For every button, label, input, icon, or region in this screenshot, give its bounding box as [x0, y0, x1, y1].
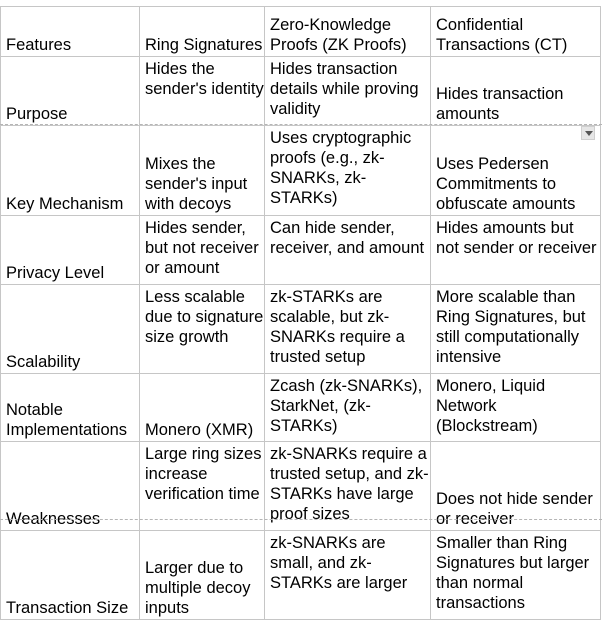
header-row [1, 7, 601, 57]
table-cell[interactable]: Mixes the sender's input with decoys [140, 126, 265, 216]
table-cell[interactable]: Hides transaction details while proving validity [265, 57, 431, 126]
table-cell-selected[interactable]: Uses Pedersen Commitments to obfuscate amounts [431, 126, 601, 216]
table-cell[interactable]: Does not hide sender or receiver [431, 442, 601, 531]
table-cell[interactable]: Uses cryptographic proofs (e.g., zk-SNARKs, zk-STARKs) [265, 126, 431, 216]
table-row [1, 442, 601, 531]
table-cell[interactable]: More scalable than Ring Signatures, but still computationally intensive [431, 285, 601, 374]
table-row [1, 126, 601, 216]
table-cell[interactable]: Monero (XMR) [140, 374, 265, 442]
table-row [1, 216, 601, 285]
table-row [1, 374, 601, 442]
table-cell[interactable]: Hides amounts but not sender or receiver [431, 216, 601, 285]
table-cell[interactable]: Large ring sizes increase verification time [140, 442, 265, 531]
table-cell[interactable]: Smaller than Ring Signatures but larger than normal transactions [431, 531, 601, 620]
header-cell-features[interactable]: Features [1, 7, 140, 57]
table-cell[interactable]: zk-STARKs are scalable, but zk-SNARKs require a trusted setup [265, 285, 431, 374]
row-label-privacy-level[interactable]: Privacy Level [1, 216, 140, 285]
cell-dropdown-arrow-icon[interactable] [581, 126, 595, 140]
table-cell[interactable]: zk-SNARKs are small, and zk-STARKs are larger [265, 531, 431, 620]
row-label-purpose[interactable]: Purpose [1, 57, 140, 126]
row-label-scalability[interactable]: Scalability [1, 285, 140, 374]
table-cell[interactable]: Monero, Liquid Network (Blockstream) [431, 374, 601, 442]
table-cell[interactable]: Zcash (zk-SNARKs), StarkNet, (zk-STARKs) [265, 374, 431, 442]
table-row [1, 285, 601, 374]
page-break-divider [0, 124, 602, 125]
table-cell[interactable]: Hides sender, but not receiver or amount [140, 216, 265, 285]
table-row [1, 531, 601, 620]
row-label-notable-implementations[interactable]: Notable Implementations [1, 374, 140, 442]
comparison-table [0, 6, 601, 620]
table-cell[interactable]: Hides transaction amounts [431, 57, 601, 126]
row-label-transaction-size[interactable]: Transaction Size [1, 531, 140, 620]
header-cell-zk-proofs[interactable]: Zero-Knowledge Proofs (ZK Proofs) [265, 7, 431, 57]
table-cell[interactable]: Hides the sender's identity [140, 57, 265, 126]
table-cell[interactable]: Less scalable due to signature size growth [140, 285, 265, 374]
table-row [1, 57, 601, 126]
header-cell-confidential-transactions[interactable]: Confidential Transactions (CT) [431, 7, 601, 57]
table-cell[interactable]: Larger due to multiple decoy inputs [140, 531, 265, 620]
row-label-weaknesses[interactable]: Weaknesses [1, 442, 140, 531]
row-label-key-mechanism[interactable]: Key Mechanism [1, 126, 140, 216]
page-break-divider [0, 519, 602, 520]
table-cell[interactable]: zk-SNARKs require a trusted setup, and zk-STARKs have large proof sizes [265, 442, 431, 531]
table-cell[interactable]: Can hide sender, receiver, and amount [265, 216, 431, 285]
header-cell-ring-signatures[interactable]: Ring Signatures [140, 7, 265, 57]
